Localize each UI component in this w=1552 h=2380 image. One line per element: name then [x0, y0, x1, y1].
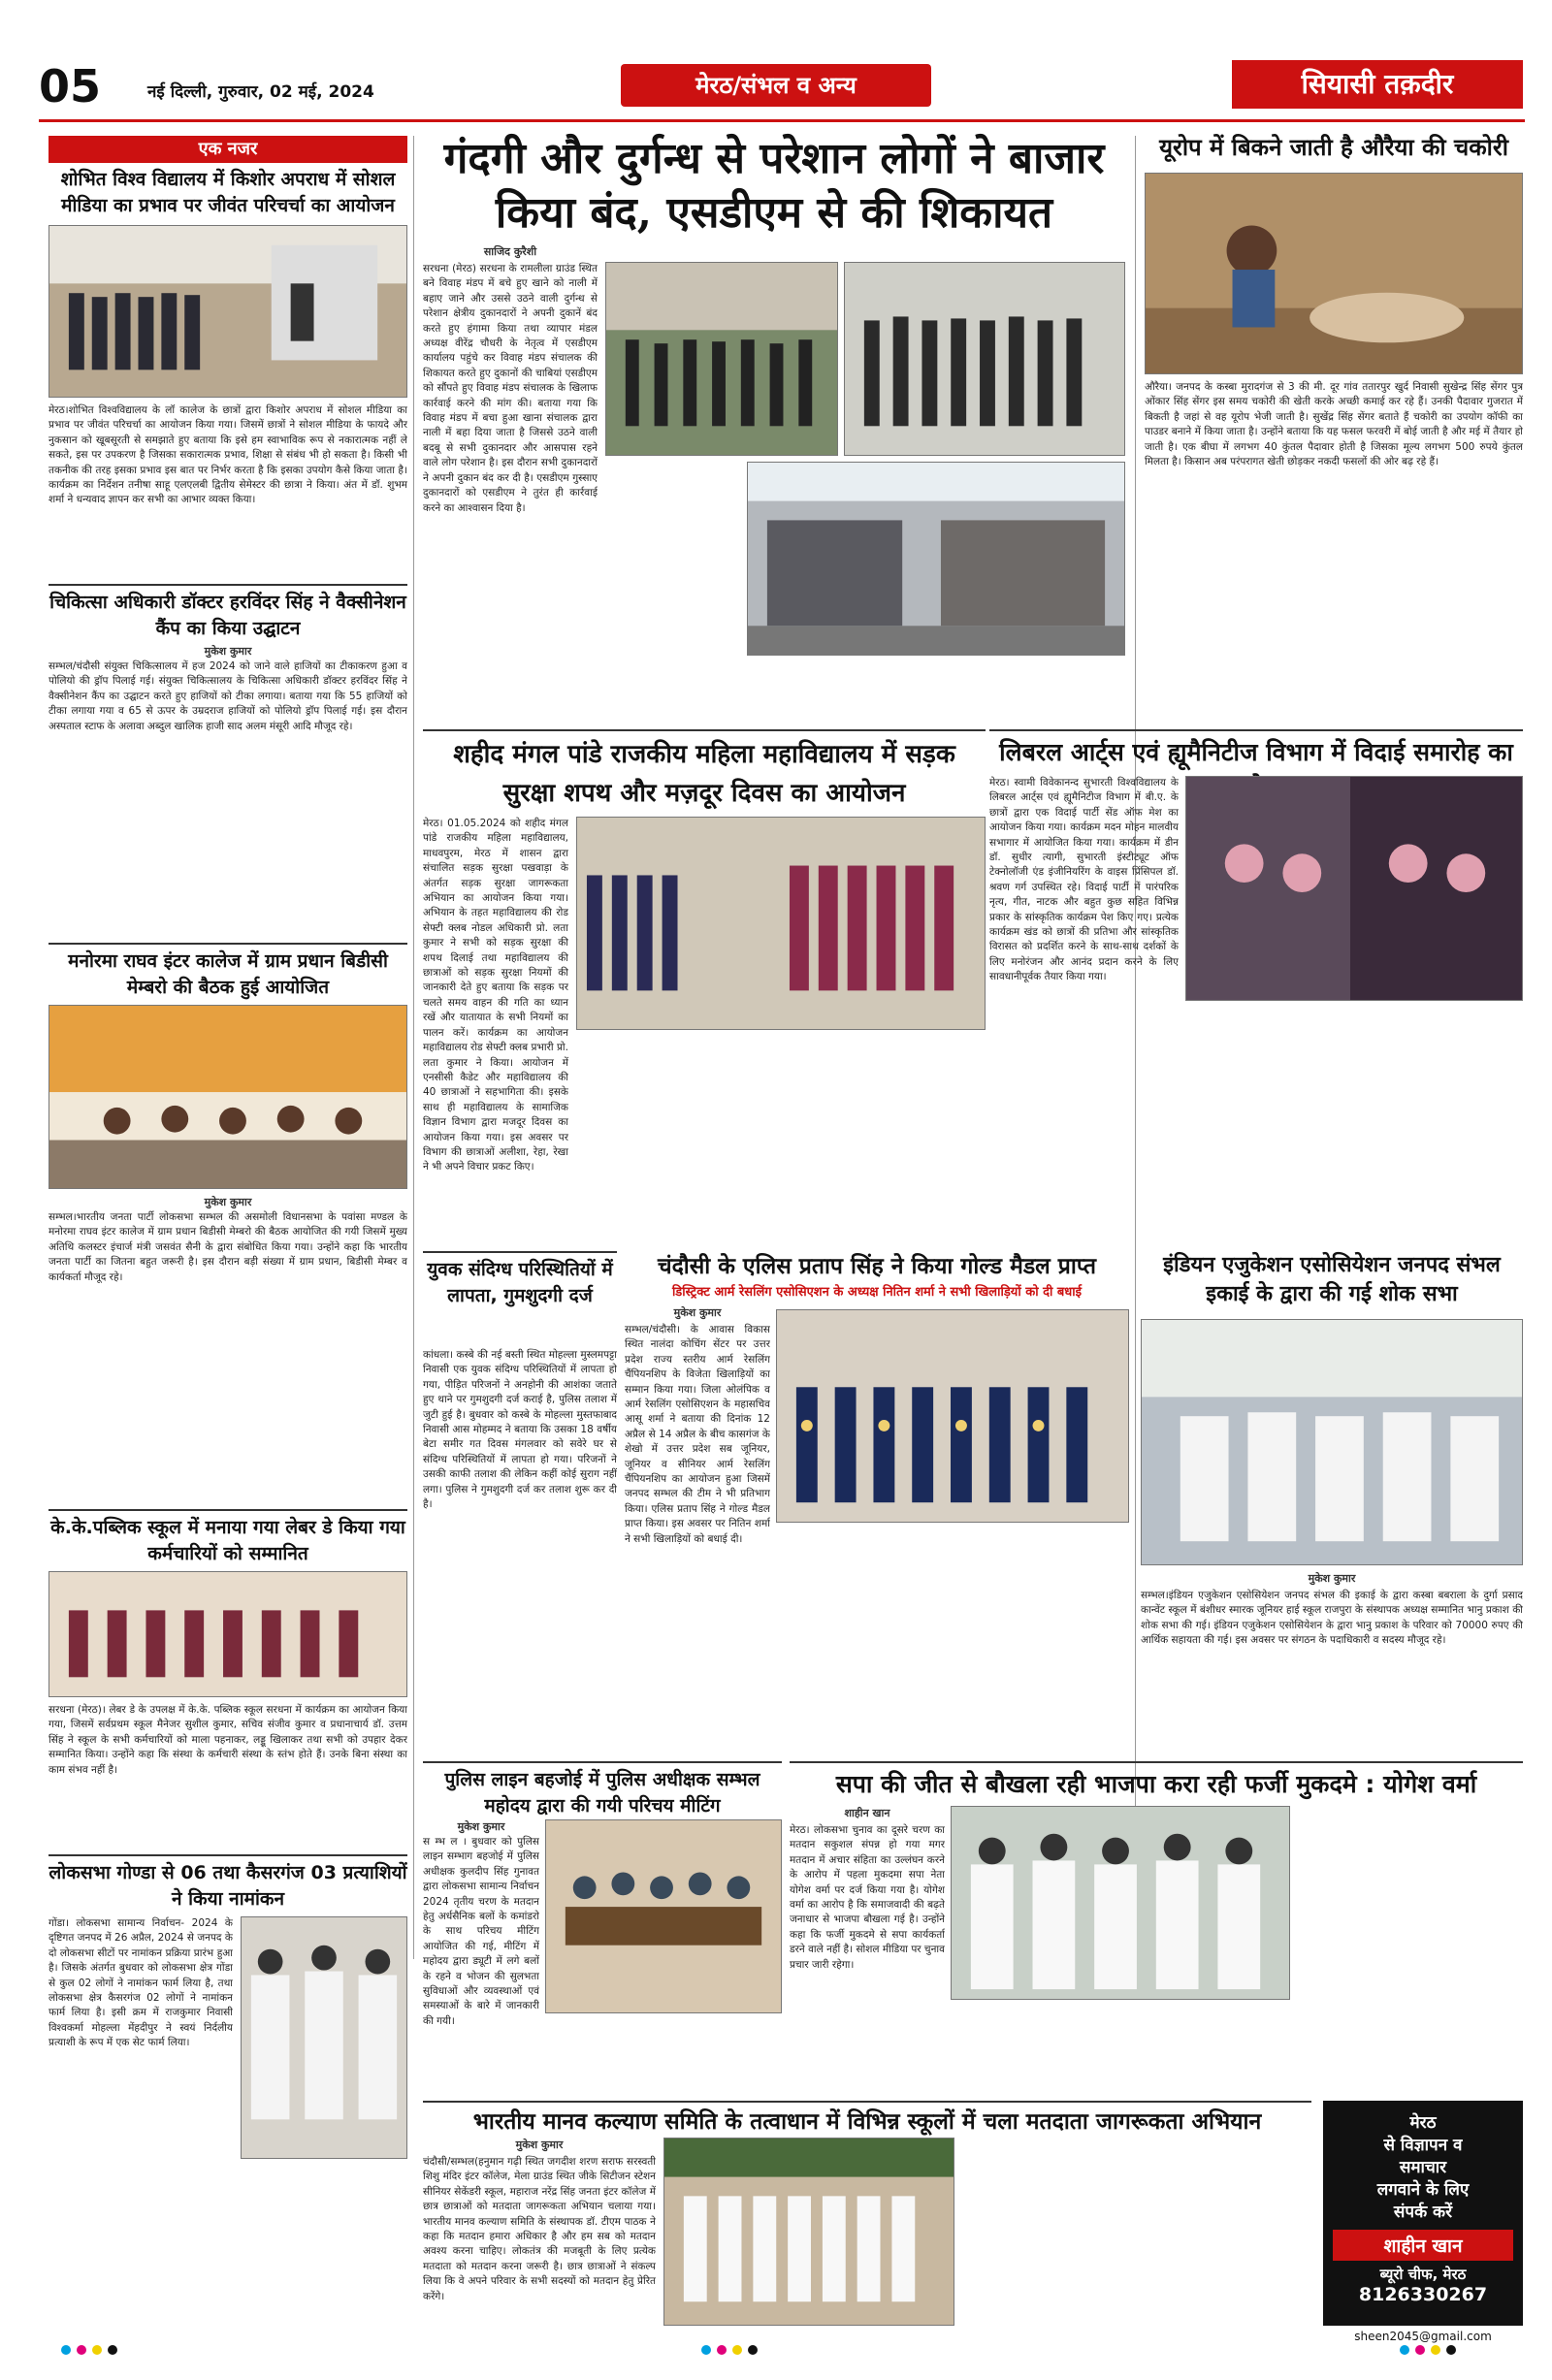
article-1-photo [48, 225, 407, 398]
article-8-photo [576, 817, 986, 1030]
article-9-body: मेरठ। स्वामी विवेकानन्द सुभारती विश्वविद्यालय के लिबरल आर्ट्स एवं ह्यूमैनिटीज विभाग में बी.ए. के छात्रों द्वारा एक विदाई पार्टी सेंड ऑफ मेश का आयोजन किया गया। कार्यक्रम मदन मोहन मालवीय सभागार में आयोजित किया गया। कार्यक्रम में डीन डॉ. सुधीर त्यागी, सुभारती इंस्टीट्यूट ऑफ टेक्नोलॉजी एंड इंजीनियरिंग के वाइस प्रिंसिपल डॉ. श्रवण गर्ग उपस्थित रहे। विदाई पार्टी में पारंपरिक नृत्य, गीत, नाटक और बहुत कुछ सहित विभिन्न प्रकार के सांस्कृतिक कार्यक्रम पेश किए गए। प्रत्येक कार्यक्रम खंड को छात्रों की प्रतिभा और सांस्कृतिक विरासत को प्रदर्शित करने के साथ-साथ दर्शकों के लिए मनोरंजन और आनंद प्रदान करने के लिए सावधानीपूर्वक तैयार किया गया। [989, 777, 1179, 983]
article-2-headline: चिकित्सा अधिकारी डॉक्टर हरविंदर सिंह ने वैक्सीनेशन कैंप का किया उद्घाटन [48, 584, 407, 642]
article-13-byline: मुकेश कुमार [457, 1820, 505, 1833]
article-11-subtitle: डिस्ट्रिक्ट आर्म रेसलिंग एसोसिएशन के अध्यक्ष नितिन शर्मा ने सभी खिलाड़ियों को दी बधाई [671, 1285, 1083, 1300]
ad-line-5: संपर्क करें [1393, 2203, 1453, 2222]
article-5-body: गोंडा। लोकसभा सामान्य निर्वाचन- 2024 के दृष्टिगत जनपद में 26 अप्रैल, 2024 से जनपद के दो लोकसभा सीटों पर नामांकन प्रक्रिया प्रारंभ हुआ है। जिसके अंतर्गत बुधवार को लोकसभा क्षेत्र गोंडा से कुल 02 लोगों ने नामांकन फार्म लिया है, तथा लोकसभा क्षेत्र कैसरगंज 02 लोगों ने नामांकन फार्म लिया है। इसी क्रम में राजकुमार निवासी विश्वकर्मा मोहल्ला मेंहदीपुर ने स्वयं निर्दलीय प्रत्याशी के रूप में एक सेट फार्म लिया। [48, 1917, 233, 2049]
lead-photo-2 [844, 262, 1125, 456]
article-15-byline: मुकेश कुमार [515, 2139, 564, 2151]
newspaper-brand: सियासी तक़दीर [1232, 60, 1523, 109]
footer-email: sheen2045@gmail.com [1354, 2330, 1492, 2343]
article-11-photo [776, 1309, 1129, 1523]
article-11-body: सम्भल/चंदौसी। के आवास विकास स्थित नालंदा कोचिंग सेंटर पर उत्तर प्रदेश राज्य स्तरीय आर्म रेसलिंग चैंपियनशिप के विजेता खिलाड़ियों का सम्मान किया गया। जिला ओलंपिक व आर्म रेसलिंग एसोसिएशन के महासचिव आसू शर्मा ने बताया की दिनांक 12 अप्रैल से 14 अप्रैल के बीच कासगंज के शेखो में उत्तर प्रदेश सब जूनियर, जूनियर व सीनियर आर्म रेसलिंग चैंपियनशिप का आयोजन हुआ जिसमें जनपद सम्भल की टीम ने भी प्रतिभाग किया। एलिस प्रताप सिंह ने गोल्ड मैडल प्राप्त किया। इस अवसर पर नितिन शर्मा ने सभी खिलाड़ियों को बधाई दी। [625, 1324, 770, 1545]
article-14-body: मेरठ। लोकसभा चुनाव का दूसरे चरण का मतदान सकुशल संपन्न हो गया मगर मतदान में अचार संहिता का उल्लंघन करने के आरोप में पहला मुकदमा सपा नेता योगेश वर्मा पर दर्ज किया गया है। योगेश वर्मा का आरोप है कि समाजवादी की बढ़ते जनाधार से भाजपा बौखला गई है। उन्होंने कहा कि फर्जी मुकदमे से सपा कार्यकर्ता डरने वाले नहीं है। सोशल मीडिया पर चुनाव प्रचार जारी रहेगा। [790, 1824, 945, 1971]
article-5-photo [241, 1916, 407, 2159]
lead-body: सरधना (मेरठ) सरधना के रामलीला ग्राउंड स्थित बने विवाह मंडप में बचे हुए खाने को नाली में बहाए जाने और उससे उठने वाली दुर्गन्ध से परेशान क्षेत्रीय दुकानदारों ने अपनी दुकानें बंद करते हुए हंगामा किया तथा व्यापार मंडल अध्यक्ष वीरेंद्र चौधरी के नेतृत्व में एसडीएम कार्यालय पहुंचे कर विवाह मंडप संचालक की शिकायत करते हुए दुकानों की चाबियां एसडीएम को सौंपते हुए विवाह मंडप संचालक के खिलाफ कार्रवाई करने की मांग की। बताया गया कि विवाह मंडप में बचा हुआ खाना संचालक द्वारा नाली में बहा दिया जाता है जिससे उठने वाली बदबू से सभी दुकानदार और आसपास रहने वाले लोग परेशान है। इस दौरान सभी दुकानदारों ने अपनी दुकान बंद कर दी है। एसडीएम गुस्साए दुकानदारों को एसडीएम ने तुरंत ही कार्रवाई करने का आश्वासन दिया है। [423, 263, 598, 514]
article-13-headline: पुलिस लाइन बहजोई में पुलिस अधीक्षक सम्भल महोदय द्वारा की गयी परिचय मीटिंग [423, 1761, 782, 1819]
article-7-body: औरैया। जनपद के कस्बा मुरादगंज से 3 की मी. दूर गांव ततारपुर खुर्द निवासी सुखेन्द्र सिंह सेंगर पुत्र ओंकार सिंह सेंगर इस समय चकोरी की खेती करके अच्छी कमाई कर रहे हैं। उनकी पैदावार गुजरात में बिकती है जहां से वह यूरोप भेजी जाती है। सुखेंद्र सिंह सेंगर बताते हैं चकोरी का उपयोग कॉफी का पाउडर बनाने में किया जाता है। उन्होंने बताया कि यह फसल फरवरी में बोई जाती है और मई में तैयार हो जाती है। एक बीघा में लगभग 40 कुंतल पैदावार होती है जिसका मूल्य लगभग 500 रुपये कुंतल मिलता है। किसान अब परंपरागत खेती छोड़कर नकदी फसलों की ओर बढ़ रहे हैं। [1145, 381, 1523, 468]
article-8-body: मेरठ। 01.05.2024 को शहीद मंगल पांडे राजकीय महिला महाविद्यालय, माधवपुरम, मेरठ में शासन द्वारा संचालित सड़क सुरक्षा पखवाड़ा के अंतर्गत सड़क सुरक्षा जागरूकता अभियान का आयोजन किया गया। अभियान के तहत महाविद्यालय की रोड सेफ्टी क्लब नोडल अधिकारी प्रो. लता कुमार ने सभी को सड़क सुरक्षा की शपथ दिलाई तथा महाविद्यालय की छात्राओं को सड़क सुरक्षा नियमों की जानकारी देते हुए बताया कि सड़क पर चलते समय वाहन की गति का ध्यान रखें और यातायात के सभी नियमों का पालन करें। कार्यक्रम का आयोजन महाविद्यालय रोड सेफ्टी क्लब प्रभारी प्रो. लता कुमार ने किया। आयोजन में एनसीसी कैडेट और महाविद्यालय की 40 छात्राओं ने सहभागिता की। इसके साथ ही महाविद्यालय के सामाजिक विज्ञान विभाग द्वारा मजदूर दिवस का आयोजन किया गया। इस अवसर पर विभाग की छात्राओं अलीशा, रेहा, रेखा ने भी अपने विचार प्रकट किए। [423, 818, 568, 1174]
article-9-photo [1185, 776, 1523, 1001]
lead-byline: साजिद कुरैशी [483, 245, 537, 258]
ad-line-1: मेरठ [1409, 2113, 1437, 2133]
article-2-byline: मुकेश कुमार [204, 645, 252, 658]
column-rule [413, 136, 414, 1959]
article-15-body-cont [960, 2138, 1311, 2326]
color-dots-left [58, 2340, 120, 2359]
article-12-photo [1141, 1319, 1523, 1565]
article-8-headline: शहीद मंगल पांडे राजकीय महिला महाविद्यालय में सड़क सुरक्षा शपथ और मज़दूर दिवस का आयोजन [423, 729, 986, 813]
article-4-body: सरधना (मेरठ)। लेबर डे के उपलक्ष में के.के. पब्लिक स्कूल सरधना में कार्यक्रम का आयोजन किया गया, जिसमें सर्वप्रथम स्कूल मैनेजर सुशील कुमार, सचिव संजीव कुमार व प्रधानाचार्य डॉ. उत्तम सिंह ने स्कूल के सभी कर्मचारियों को माला पहनाकर, लड्डू खिलाकर तथा सभी को उपहार देकर सम्मानित किया। उन्होंने कहा कि संस्था के कर्मचारी संस्था के स्तंभ होते हैं। उनके बिना संस्था का काम संभव नहीं है। [48, 1704, 407, 1776]
article-14-headline: सपा की जीत से बौखला रही भाजपा करा रही फर्जी मुकदमे : योगेश वर्मा [790, 1761, 1523, 1802]
article-8-body-cont [576, 1038, 986, 1239]
article-7-headline: यूरोप में बिकने जाती है औरैया की चकोरी [1159, 134, 1508, 161]
ad-contact-phone: 8126330267 [1358, 2284, 1488, 2305]
article-1-body: मेरठ।शोभित विश्वविद्यालय के लॉ कालेज के छात्रों द्वारा किशोर अपराध में सोशल मीडिया का प्रभाव पर जीवंत परिचर्चा का आयोजन किया गया। जिसमें छात्रों ने सोशल मीडिया के फायदे और नुकसान को खूबसूरती से समझाते हुए बताया कि इसे हम स्वाभाविक रूप से नकारात्मक नहीं ले सकते, इस पर उपकरण है जिसका सकारात्मक प्रभाव, शिक्षा से संबंध भी हो सकता है। किसी भी तकनीक की तरह इसका प्रभाव इस बात पर निर्भर करता है कि इसका उपयोग कैसे किया जाता है। कार्यक्रम का निर्देशन तनीषा साहू एलएलबी द्वितीय सेमेस्टर की छात्रा ने किया। अंत में डॉ. शुभम शर्मा ने धन्यवाद ज्ञापन कर सभी का आभार व्यक्त किया। [48, 404, 407, 506]
article-1-headline: शोभित विश्व विद्यालय में किशोर अपराध में सोशल मीडिया का प्रभाव पर जीवंत परिचर्चा का आयोजन [60, 169, 396, 216]
article-7-photo [1145, 173, 1523, 374]
lead-photo-3 [747, 462, 1125, 656]
article-4-headline: के.के.पब्लिक स्कूल में मनाया गया लेबर डे किया गया कर्मचारियों को सम्मानित [48, 1509, 407, 1567]
article-12-byline: मुकेश कुमार [1308, 1572, 1356, 1585]
sidebar-label: एक नजर [48, 136, 407, 163]
article-11-headline: चंदौसी के एलिस प्रताप सिंह ने किया गोल्ड मैडल प्राप्त [657, 1254, 1097, 1279]
article-3-photo [48, 1005, 407, 1189]
ad-line-4: लगवाने के लिए [1376, 2180, 1470, 2200]
dateline: नई दिल्ली, गुरुवार, 02 मई, 2024 [147, 82, 374, 102]
article-15-photo [663, 2138, 954, 2326]
article-2-body: सम्भल/चंदौसी संयुक्त चिकित्सालय में हज 2024 को जाने वाले हाजियों का टीकाकरण हुआ व पोलियो की ड्रॉप पिलाई गई। संयुक्त चिकित्सालय के चिकित्सा अधिकारी डॉक्टर हरविंदर सिंह ने वैक्सीनेशन कैंप का उद्घाटन करते हुए हाजियों को टीका लगाया। बताया गया कि 55 हाजियों को टीका लगाया गया व 65 से ऊपर के उम्रदराज हाजियों को पोलियो ड्रॉप पिलाई गई। इस दौरान अस्पताल स्टाफ के अलावा अब्दुल खालिक हाजी साद अलम मंसूरी आदि मौजूद रहे। [48, 660, 407, 732]
article-15-headline: भारतीय मानव कल्याण समिति के तत्वाधान में विभिन्न स्कूलों में चला मतदाता जागरूकता अभियान [423, 2101, 1311, 2138]
print-registration-dots [0, 2332, 1552, 2360]
article-9-headline: लिबरल आर्ट्स एवं ह्यूमैनिटीज विभाग में विदाई समारोह का [989, 729, 1523, 805]
article-14-body-cont [1296, 1806, 1523, 2091]
lead-headline: गंदगी और दुर्गन्ध से परेशान लोगों ने बाजार किया बंद, एसडीएम से की शिकायत [443, 134, 1105, 238]
article-3-byline: मुकेश कुमार [204, 1196, 252, 1208]
color-dots-center [698, 2340, 760, 2359]
page-number: 05 [39, 60, 102, 113]
section-title: मेरठ/संभल व अन्य [621, 64, 931, 107]
article-14-byline: शाहीन खान [844, 1807, 890, 1819]
article-13-photo [545, 1819, 782, 2013]
article-4-photo [48, 1571, 407, 1697]
color-dots-right [1397, 2340, 1459, 2359]
article-12-headline: इंडियन एजुकेशन एसोसियेशन जनपद संभल इकाई के द्वारा की गई शोक सभा [1163, 1253, 1501, 1306]
article-13-body: स म्भ ल । बुधवार को पुलिस लाइन सम्भाग बहजोई में पुलिस अधीक्षक कुलदीप सिंह गुनावत द्वारा लोकसभा सामान्य निर्वाचन 2024 तृतीय चरण के मतदान हेतु अर्धसैनिक बलों के कमांडरो के साथ परिचय मीटिंग आयोजित की गई, मीटिंग में महोदय द्वारा ड्यूटी में लगे बलों के रहने व भोजन की सुलभता सुविधाओं और व्यवस्थाओं एवं समस्याओं के बारे में जानकारी की गयी। [423, 1836, 539, 2027]
article-5-headline: लोकसभा गोण्डा से 06 तथा कैसरगंज 03 प्रत्याशियों ने किया नामांकन [48, 1854, 407, 1913]
article-10-headline: युवक संदिग्ध परिस्थितियों में लापता, गुमशुदगी दर्ज [423, 1251, 617, 1309]
article-12-body: सम्भल।इंडियन एजुकेशन एसोसियेशन जनपद संभल की इकाई के द्वारा कस्बा बबराला के दुर्गा प्रसाद कान्वेंट स्कूल में बंशीधर स्मारक जूनियर हाई स्कूल राजपुरा के संस्थापक अध्यक्ष सम्मानित भानु प्रकाश की शोक सभा की गई। इंडियन एजुकेशन एसोसियेशन के द्वारा भानु प्रकाश के परिवार को 70000 रुपए की आर्थिक सहायता की गई। इस अवसर पर संगठन के पदाधिकारी व सदस्य मौजूद रहे। [1141, 1590, 1523, 1647]
ad-line-2: से विज्ञापन व [1383, 2136, 1463, 2155]
article-3-body: सम्भल।भारतीय जनता पार्टी लोकसभा सम्भल की असमोली विधानसभा के पवांसा मण्डल के मनोरमा राघव इंटर कालेज में ग्राम प्रधान बिडीसी मेम्बरो की बैठक आयोजित की गयी जिसमें मुख्य अतिथि कलस्टर इंचार्ज मंत्री जसवंत सैनी के द्वारा संबोधित किया गया। उन्होंने कहा कि भारतीय जनता पार्टी का जितना बहुत जरूरी है। इस दौरान बड़ी संख्या में ग्राम प्रधान, बिडीसी मेम्बर व कार्यकर्ता मौजूद रहे। [48, 1211, 407, 1283]
advertisement-box [1323, 2101, 1523, 2326]
lead-body-cont [605, 462, 741, 722]
ad-contact-role: ब्यूरो चीफ, मेरठ [1379, 2266, 1467, 2283]
article-11-byline: मुकेश कुमार [673, 1306, 722, 1319]
article-14-photo [951, 1806, 1290, 2000]
ad-contact-name: शाहीन खान [1333, 2230, 1513, 2261]
article-10-body: कांधला। कस्बे की नई बस्ती स्थित मोहल्ला मुस्लमपट्टा निवासी एक युवक संदिग्ध परिस्थितियों में लापता हो गया, पीड़ित परिजनों ने अनहोनी की आशंका जताते हुए थाने पर गुमशुदगी दर्ज कराई है, पुलिस तलाश में जुटी हुई है। बुधवार को कस्बे के मोहल्ला मुस्तफाबाद निवासी आस मोहम्मद ने बताया कि उसका 18 वर्षीय बेटा समीर गत दिवस मंगलवार को सवेरे घर से संदिग्ध परिस्थितियों में लापता हो गया। परिजनों ने उसकी काफी तलाश की लेकिन कहीं कोई सुराग नहीं लगा। पुलिस ने गुमशुदगी दर्ज कर तलाश शुरू कर दी है। [423, 1349, 617, 1511]
ad-line-3: समाचार [1399, 2158, 1447, 2177]
article-3-headline: मनोरमा राघव इंटर कालेज में ग्राम प्रधान बिडीसी मेम्बरो की बैठक हुई आयोजित [48, 943, 407, 1001]
article-11-body-cont [776, 1530, 1129, 1753]
lead-photo-1 [605, 262, 838, 456]
article-15-body: चंदौसी/सम्भल(हनुमान गढ़ी स्थित जगदीश शरण सराफ सरस्वती शिशु मंदिर इंटर कॉलेज, मेला ग्राउंड स्थित जीके सिटीजन स्टेशन सीनियर सेकेंडरी स्कूल, महाराज नरेंद्र सिंह जनता इंटर कॉलेज में छात्र छात्राओं को मतदाता जागरूकता अभियान चलाया गया। भारतीय मानव कल्याण समिति के संस्थापक डॉ. टीएम पाठक ने कहा कि मतदान हमारा अधिकार है और हम सब को मतदान अवश्य करना चाहिए। लोकतंत्र की मजबूती के लिए प्रत्येक मतदाता को मतदान करना जरूरी है। छात्र छात्राओं ने संकल्प लिया कि वे अपने परिवार के सभी सदस्यों को मतदान हेतु प्रेरित करेंगे। [423, 2156, 656, 2302]
